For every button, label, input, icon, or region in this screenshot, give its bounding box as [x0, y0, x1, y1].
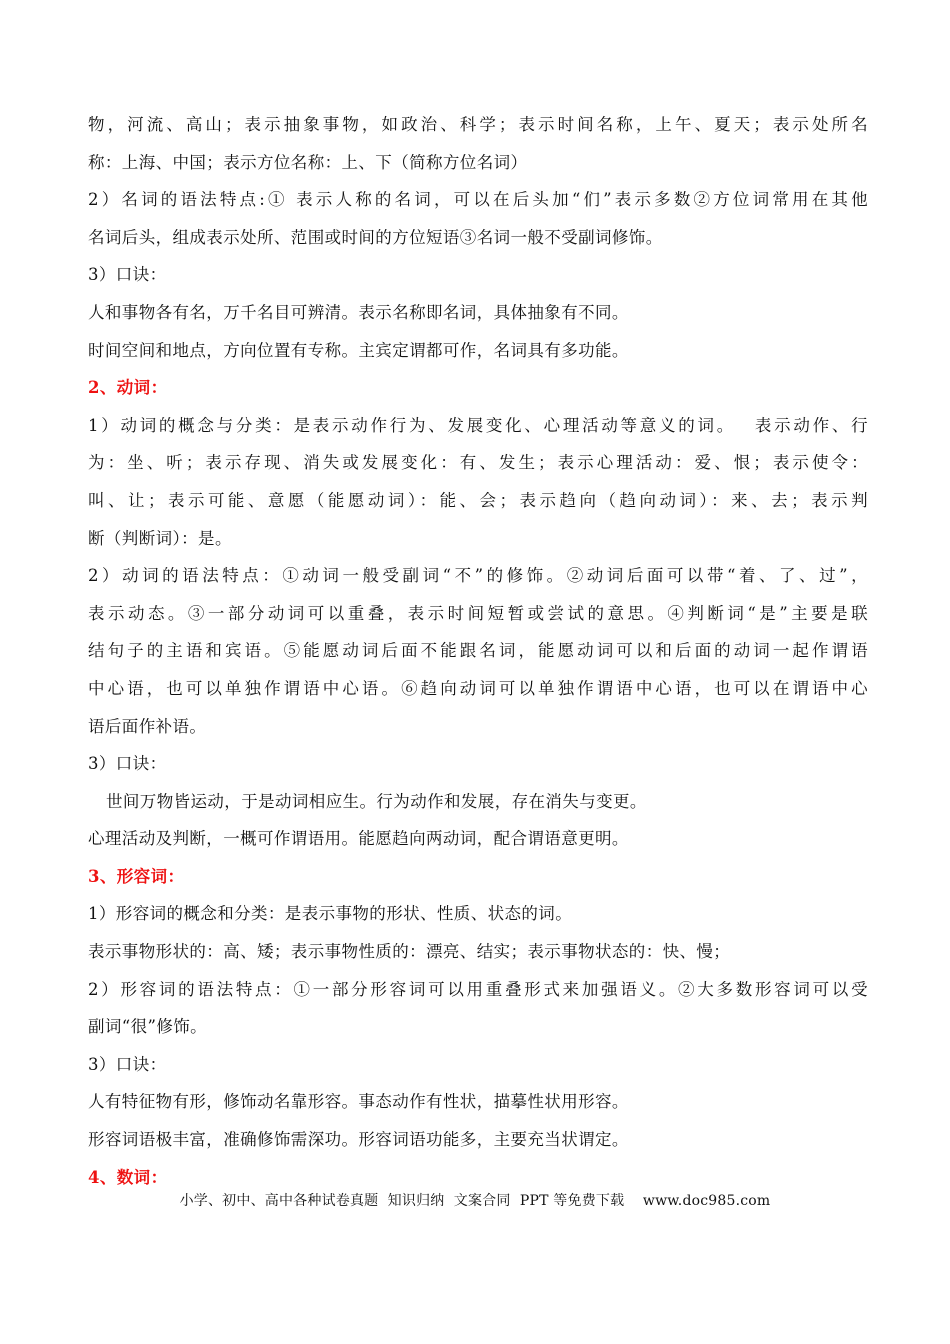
- noun-mnemonic-label: 3）口诀：: [88, 265, 167, 285]
- adjective-concept-line: 1）形容词的概念和分类：是表示事物的形状、性质、状态的词。: [88, 904, 573, 924]
- adjective-grammar-line-2: 副词“很”修饰。: [88, 1017, 208, 1037]
- verb-mnemonic-line-1: 世间万物皆运动，于是动词相应生。行为动作和发展，存在消失与变更。: [106, 791, 647, 811]
- verb-grammar-line-1: 2）动词的语法特点：①动词一般受副词“不”的修饰。②动词后面可以带“着、了、过”，: [88, 566, 868, 586]
- section-heading-verbs: 2、动词：: [88, 378, 168, 398]
- verb-grammar-line-3: 结句子的主语和宾语。⑤能愿动词后面不能跟名词，能愿动词可以和后面的动词一起作谓语: [88, 641, 868, 661]
- section-heading-numerals: 4、数词：: [88, 1167, 168, 1187]
- noun-mnemonic-line-1: 人和事物各有名，万千名目可辨清。表示名称即名词，具体抽象有不同。: [88, 302, 629, 322]
- adjective-mnemonic-line-1: 人有特征物有形，修饰动名靠形容。事态动作有性状，描摹性状用形容。: [88, 1092, 629, 1112]
- verb-concept-line-2: 为：坐、听；表示存现、消失或发展变化：有、发生；表示心理活动：爱、恨；表示使令：: [88, 453, 868, 473]
- verb-grammar-line-2: 表示动态。③一部分动词可以重叠，表示时间短暂或尝试的意思。④判断词“是”主要是联: [88, 603, 868, 623]
- noun-grammar-line-1: 2）名词的语法特点:① 表示人称的名词，可以在后头加“们”表示多数②方位词常用在其他: [88, 190, 868, 210]
- verb-mnemonic-label: 3）口诀：: [88, 754, 167, 774]
- adjective-grammar-line-1: 2）形容词的语法特点：①一部分形容词可以用重叠形式来加强语义。②大多数形容词可以受: [88, 979, 868, 999]
- verb-mnemonic-line-2: 心理活动及判断，一概可作谓语用。能愿趋向两动词，配合谓语意更明。: [88, 829, 629, 849]
- noun-classification-line-1: 物，河流、高山；表示抽象事物，如政治、科学；表示时间名称，上午、夏天；表示处所名: [88, 115, 868, 134]
- verb-concept-line-1: 1）动词的概念与分类：是表示动作行为、发展变化、心理活动等意义的词。 表示动作、行: [88, 415, 868, 435]
- document-body: [88, 106, 868, 1196]
- adjective-mnemonic-line-2: 形容词语极丰富，准确修饰需深功。形容词语功能多，主要充当状谓定。: [88, 1130, 629, 1150]
- noun-mnemonic-line-2: 时间空间和地点，方向位置有专称。主宾定谓都可作，名词具有多功能。: [88, 340, 629, 360]
- page-footer: 小学、初中、高中各种试卷真题 知识归纳 文案合同 PPT 等免费下载 www.doc985.com: [179, 1193, 771, 1209]
- verb-concept-line-3: 叫、让；表示可能、意愿（能愿动词）：能、会；表示趋向（趋向动词）：来、去；表示判: [88, 490, 868, 510]
- adjective-examples-line: 表示事物形状的：高、矮；表示事物性质的：漂亮、结实；表示事物状态的：快、慢；: [88, 942, 731, 962]
- verb-concept-line-4: 断（判断词）：是。: [88, 528, 232, 548]
- adjective-mnemonic-label: 3）口诀：: [88, 1054, 167, 1074]
- section-heading-adjectives: 3、形容词：: [88, 866, 185, 886]
- verb-grammar-line-5: 语后面作补语。: [88, 716, 207, 736]
- verb-grammar-line-4: 中心语，也可以单独作谓语中心语。⑥趋向动词可以单独作谓语中心语，也可以在谓语中心: [88, 678, 868, 698]
- noun-grammar-line-2: 名词后头，组成表示处所、范围或时间的方位短语③名词一般不受副词修饰。: [88, 227, 663, 247]
- noun-classification-line-2: 称：上海、中国；表示方位名称：上、下（简称方位名词）: [88, 152, 528, 172]
